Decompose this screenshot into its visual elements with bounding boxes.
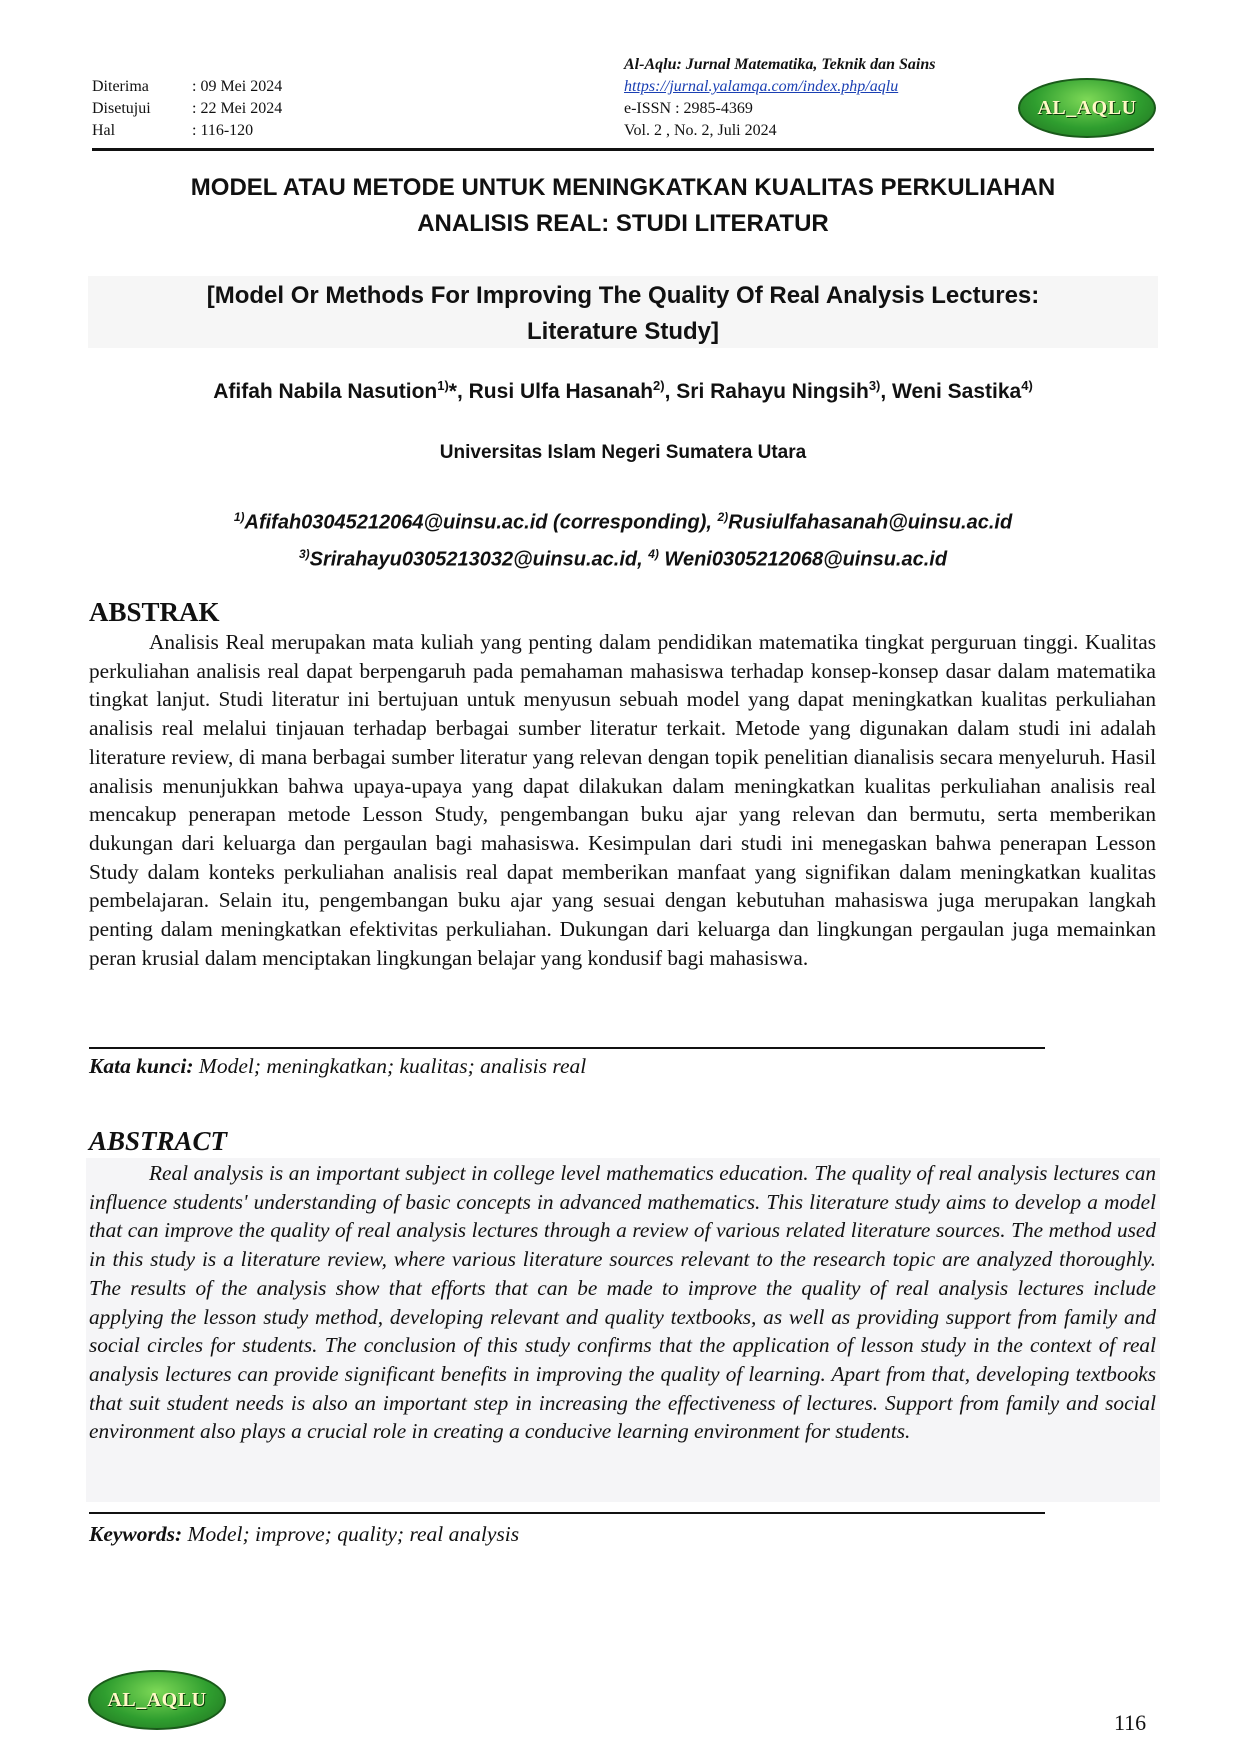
paper-title-line2: ANALISIS REAL: STUDI LITERATUR (417, 210, 829, 237)
journal-eissn: e-ISSN : 2985-4369 (624, 100, 753, 117)
paper-subtitle-line2: Literature Study] (526, 318, 720, 345)
page-number: 116 (1114, 1710, 1147, 1735)
kata-kunci-label: Kata kunci: (89, 1054, 194, 1078)
pages-range: : 116-120 (192, 122, 254, 139)
email-line-1 (92, 502, 1154, 539)
journal-volume: Vol. 2 , No. 2, Juli 2024 (624, 122, 777, 139)
journal-logo-text: AL_AQLU (1037, 96, 1137, 119)
author-sup: 4) (1021, 378, 1033, 393)
author-separator: *, (448, 380, 469, 403)
author-separator: , (880, 380, 893, 403)
author-name: Weni Sastika (892, 380, 1022, 403)
abstrak-body: Analisis Real merupakan mata kuliah yang penting dalam pendidikan matematika tingkat perguruan tinggi. Kualitas perkuliahan analisis real dapat berpengaruh pada pemahaman mahasiswa terhadap konsep-konsep dasar dalam matematika tingkat lanjut. Studi literatur ini bertujuan untuk menyusun sebuah model yang dapat meningkatkan kualitas perkuliahan analisis real melalui tinjauan terhadap berbagai sumber literatur terkait. Metode yang digunakan dalam studi ini adalah literature review, di mana berbagai sumber literatur yang relevan dengan topik penelitian dianalisis secara menyeluruh. Hasil analisis menunjukkan bahwa upaya-upaya yang dapat dilakukan dalam meningkatkan kualitas perkuliahan analisis real mencakup penerapan metode Lesson Study, pengembangan buku ajar yang relevan dan bermutu, serta memberikan dukungan dari keluarga dan pergaulan bagi mahasiswa. Kesimpulan dari studi ini menegaskan bahwa penerapan Lesson Study dalam konteks perkuliahan analisis real dapat memberikan manfaat yang signifikan dalam meningkatkan kualitas pembelajaran. Selain itu, pengembangan buku ajar yang sesuai dengan kebutuhan mahasiswa juga merupakan langkah penting dalam meningkatkan efektivitas perkuliahan. Dukungan dari keluarga dan lingkungan pergaulan juga memainkan peran krusial dalam menciptakan lingkungan belajar yang kondusif bagi mahasiswa. (89, 630, 1156, 970)
email-address: Weni0305212068@uinsu.ac.id (658, 548, 948, 571)
kata-kunci (89, 1054, 586, 1079)
author-sup: 1) (437, 378, 449, 393)
author-emails (92, 502, 1154, 575)
keywords-label: Keywords: (89, 1522, 183, 1546)
author-sup: 3) (868, 378, 881, 393)
email-sup: 2) (717, 510, 729, 524)
author-list (92, 378, 1154, 404)
footer-logo-icon (88, 1670, 226, 1730)
paper-title (92, 170, 1154, 242)
kata-kunci-values: Model; meningkatkan; kualitas; analisis real (193, 1054, 587, 1078)
header-divider (92, 148, 1154, 151)
author-name: Sri Rahayu Ningsih (676, 380, 869, 403)
email-sup: 1) (233, 510, 245, 524)
email-sup: 4) (648, 546, 659, 561)
paper-subtitle (92, 278, 1154, 350)
journal-title: Al-Aqlu: Jurnal Matematika, Teknik dan Sains (624, 56, 936, 73)
journal-logo-icon (1018, 78, 1156, 138)
received-label: Diterima (92, 78, 149, 95)
email-line-2 (92, 539, 1154, 576)
footer-logo-text: AL_AQLU (107, 1688, 207, 1711)
pages-label: Hal (92, 122, 116, 139)
approved-date: : 22 Mei 2024 (192, 100, 283, 117)
abstrak-divider (89, 1047, 1045, 1049)
email-address: Rusiulfahasanah@uinsu.ac.id (728, 511, 1013, 534)
journal-info (624, 54, 935, 142)
email-address: Srirahayu0305213032@uinsu.ac.id, (309, 548, 649, 571)
author-separator: , (664, 380, 677, 403)
keywords (89, 1522, 519, 1547)
email-address: Afifah03045212064@uinsu.ac.id (corresponding), (244, 511, 718, 534)
received-date: : 09 Mei 2024 (192, 78, 283, 95)
email-sup: 3) (298, 546, 310, 561)
abstract-divider (89, 1512, 1045, 1514)
author-sup: 2) (653, 378, 665, 393)
submission-info (92, 76, 282, 142)
abstract-body: Real analysis is an important subject in college level mathematics education. The quality of real analysis lectures can influence students' understanding of basic concepts in advanced mathematics. This literature study aims to develop a model that can improve the quality of real analysis lectures through a review of various related literature sources. The method used in this study is a literature review, where various literature sources relevant to the research topic are analyzed thoroughly. The results of the analysis show that efforts that can be made to improve the quality of real analysis lectures include applying the lesson study method, developing relevant and quality textbooks, as well as providing support from family and social circles for students. The conclusion of this study confirms that the application of lesson study in the context of real analysis lectures can provide significant benefits in improving the quality of learning. Apart from that, developing textbooks that suit student needs is also an important step in increasing the effectiveness of lectures. Support from family and social environment also plays a crucial role in creating a conducive learning environment for students. (89, 1161, 1156, 1444)
author-name: Rusi Ulfa Hasanah (468, 380, 654, 403)
author-name: Afifah Nabila Nasution (213, 380, 438, 403)
affiliation: Universitas Islam Negeri Sumatera Utara (439, 442, 807, 463)
paper-subtitle-line1: [Model Or Methods For Improving The Quality Of Real Analysis Lectures: (206, 282, 1040, 309)
paper-title-line1: MODEL ATAU METODE UNTUK MENINGKATKAN KUALITAS PERKULIAHAN (190, 174, 1056, 201)
abstrak-heading: ABSTRAK (89, 597, 220, 627)
approved-label: Disetujui (92, 100, 151, 117)
journal-url-link[interactable]: https://jurnal.yalamqa.com/index.php/aqlu (624, 78, 899, 95)
keywords-values: Model; improve; quality; real analysis (182, 1522, 520, 1546)
abstract-heading: ABSTRACT (89, 1126, 228, 1156)
